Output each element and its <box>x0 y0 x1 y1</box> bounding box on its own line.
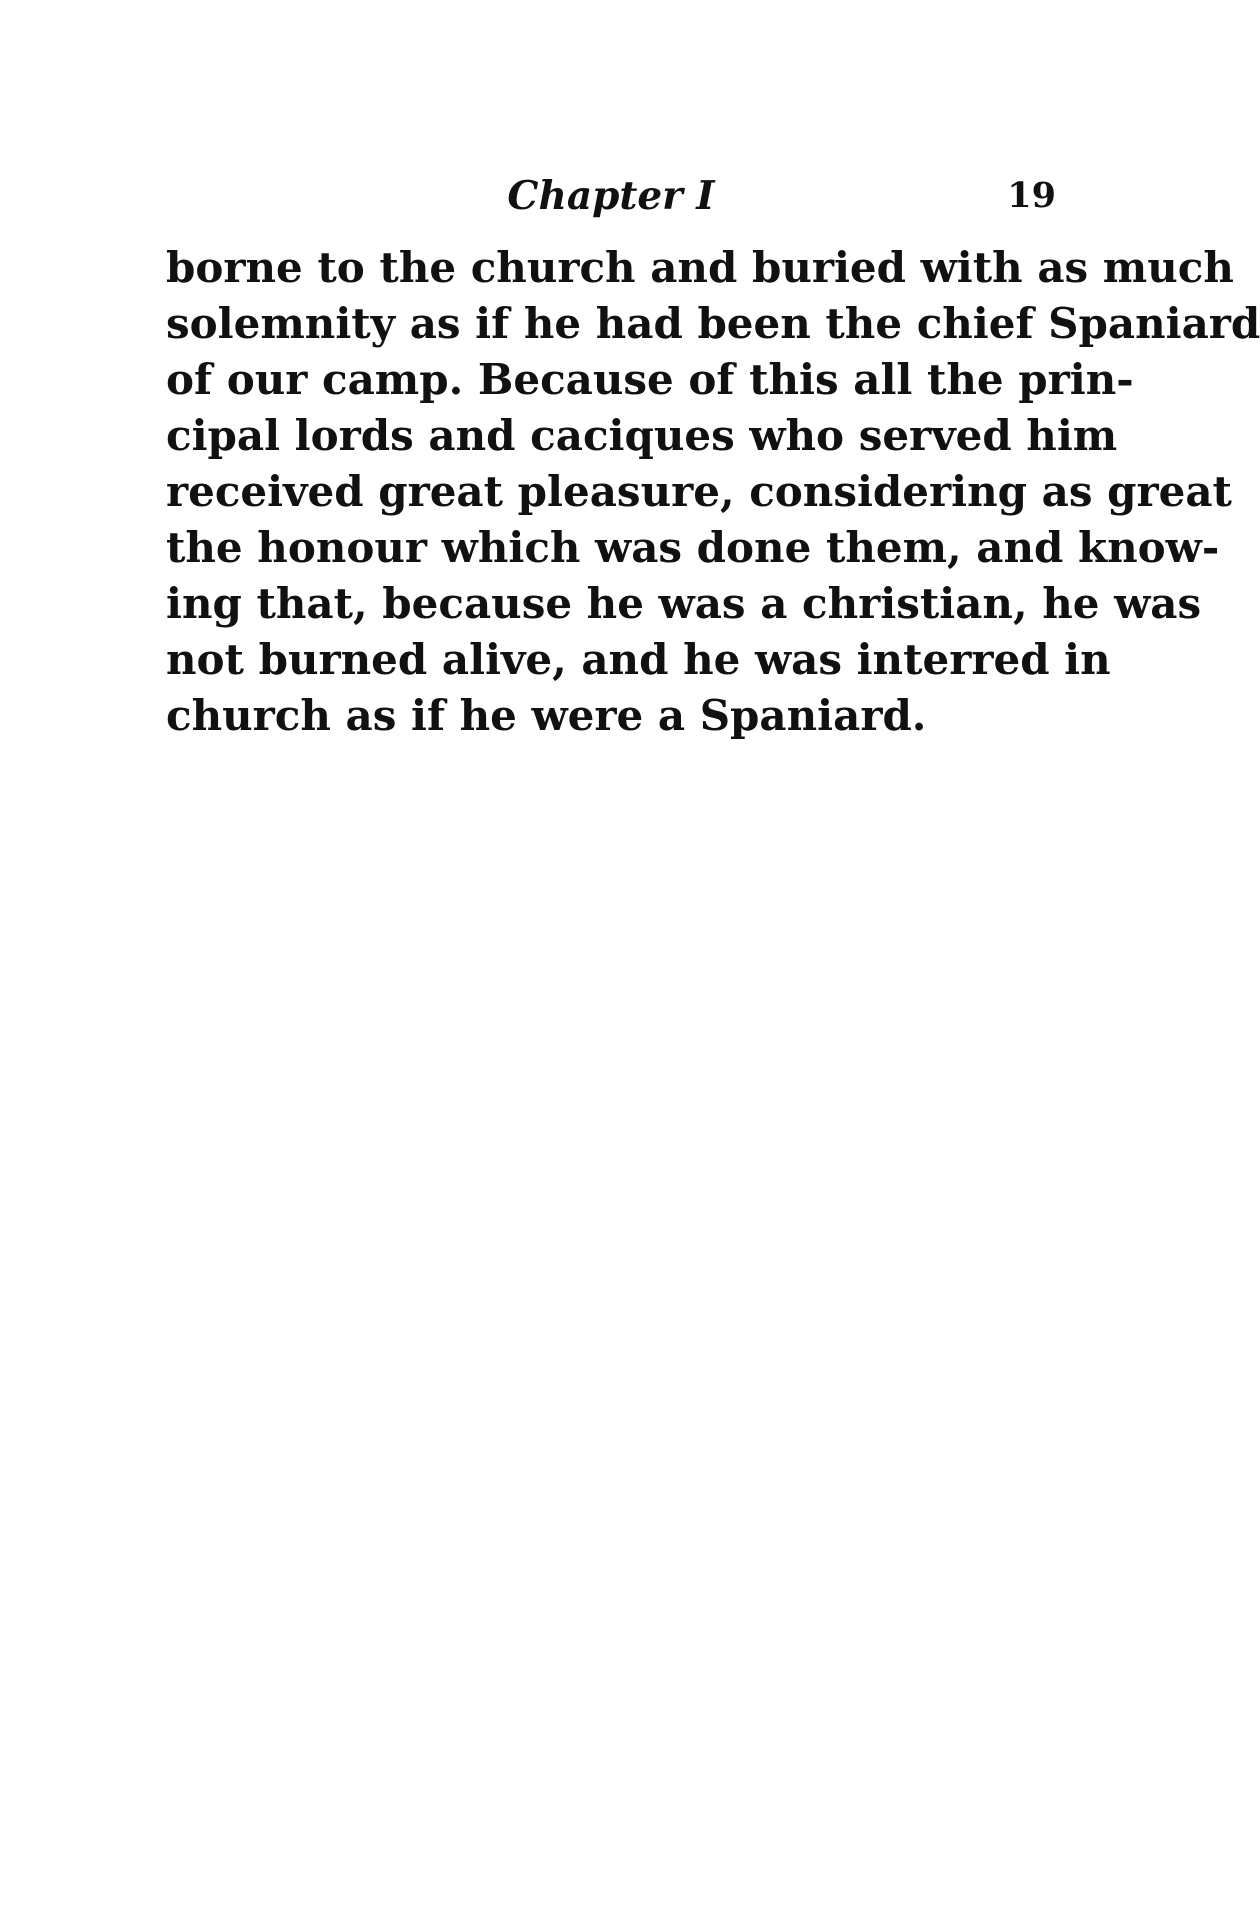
page-number: 19 <box>1007 175 1056 216</box>
text-line: received great pleasure, considering as great <box>166 467 1232 516</box>
chapter-title: Chapter I <box>507 173 715 219</box>
text-line: of our camp. Because of this all the prin- <box>166 355 1134 404</box>
text-line: not burned alive, and he was interred in <box>166 635 1111 684</box>
text-line: church as if he were a Spaniard. <box>166 691 927 740</box>
running-head <box>166 168 1056 224</box>
text-line: cipal lords and caciques who served him <box>166 411 1118 460</box>
text-line: the honour which was done them, and know- <box>166 523 1220 572</box>
text-line: ing that, because he was a christian, he was <box>166 579 1202 628</box>
body-paragraph <box>166 240 1260 744</box>
text-line: borne to the church and buried with as much <box>166 243 1234 292</box>
text-line: solemnity as if he had been the chief Spaniard <box>166 299 1260 348</box>
